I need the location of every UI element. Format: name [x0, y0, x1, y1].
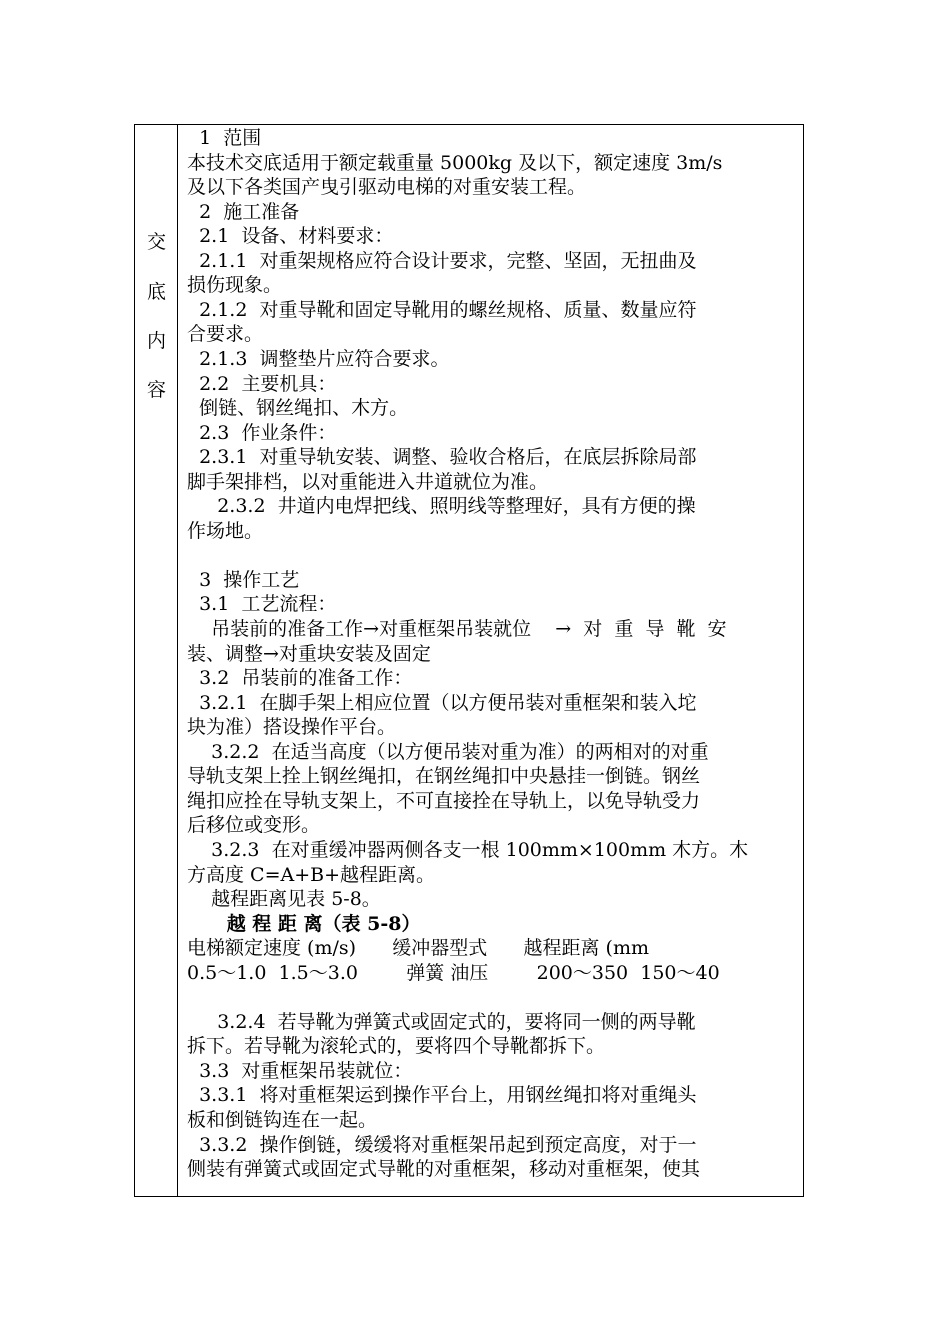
content-line: 损伤现象。: [187, 274, 283, 297]
content-line: 后移位或变形。: [187, 814, 321, 837]
content-line: 3 操作工艺: [187, 568, 300, 591]
content-line: 脚手架排档，以对重能进入井道就位为准。: [187, 470, 549, 493]
content-line: 3.2.2 在适当高度（以方便吊装对重为准）的两相对的对重: [187, 740, 709, 763]
content-line: 2.1.1 对重架规格应符合设计要求，完整、坚固，无扭曲及: [187, 249, 697, 272]
content-line: 3.2.4 若导靴为弹簧式或固定式的，要将同一侧的两导靴: [187, 1010, 696, 1033]
content-line: 2 施工准备: [187, 200, 300, 223]
side-label-char: 内: [146, 330, 166, 352]
table-caption: 越 程 距 离（表 5-8）: [187, 912, 421, 935]
content-line: 绳扣应拴在导轨支架上，不可直接拴在导轨上，以免导轨受力: [187, 789, 701, 812]
content-line: 3.3.2 操作倒链，缓缓将对重框架吊起到预定高度，对于一: [187, 1133, 697, 1156]
content-line: 3.2.1 在脚手架上相应位置（以方便吊装对重框架和装入坨: [187, 691, 697, 714]
content-line: 拆下。若导靴为滚轮式的，要将四个导靴都拆下。: [187, 1035, 606, 1058]
content-line: 2.1.2 对重导靴和固定导靴用的螺丝规格、质量、数量应符: [187, 298, 697, 321]
content-line: 本技术交底适用于额定载重量 5000kg 及以下，额定速度 3m/s: [187, 151, 723, 174]
content-line: 及以下各类国产曳引驱动电梯的对重安装工程。: [187, 176, 587, 199]
content-line: 电梯额定速度 (m/s) 缓冲器型式 越程距离 (mm: [187, 937, 649, 960]
content-line: 2.1 设备、材料要求：: [187, 225, 394, 248]
content-line: 3.1 工艺流程：: [187, 593, 337, 616]
content-line: 吊装前的准备工作→对重框架吊装就位 → 对 重 导 靴 安: [187, 618, 727, 640]
content-line: 侧装有弹簧式或固定式导靴的对重框架，移动对重框架，使其: [187, 1158, 701, 1181]
content-line: 导轨支架上拴上钢丝绳扣，在钢丝绳扣中央悬挂一倒链。钢丝: [187, 765, 701, 788]
side-label-char: 容: [146, 379, 166, 401]
side-label-char: 底: [146, 281, 166, 303]
content-line: 块为准）搭设操作平台。: [187, 716, 397, 739]
content-line: 越程距离见表 5-8。: [187, 888, 381, 911]
content-line: 方高度 C=A+B+越程距离。: [187, 863, 436, 886]
content-line: 3.3 对重框架吊装就位：: [187, 1059, 413, 1082]
content-line: 装、调整→对重块安装及固定: [187, 642, 431, 665]
content-line: 作场地。: [187, 519, 264, 542]
side-label-char: 交: [146, 231, 166, 253]
content-line: 2.2 主要机具：: [187, 372, 337, 395]
side-label-column: [135, 125, 178, 1196]
content-line: 合要求。: [187, 323, 264, 346]
content-line: 2.1.3 调整垫片应符合要求。: [187, 347, 450, 370]
document-table: [134, 124, 804, 1196]
content-line: 1 范围: [187, 127, 262, 149]
content-line: 2.3.2 井道内电焊把线、照明线等整理好，具有方便的操: [187, 495, 696, 518]
content-line: 倒链、钢丝绳扣、木方。: [187, 397, 409, 420]
content-line: 3.2 吊装前的准备工作：: [187, 667, 413, 690]
table-bottom-border: [134, 1196, 804, 1197]
content-line: 板和倒链钩连在一起。: [187, 1109, 378, 1131]
content-line: 0.5～1.0 1.5～3.0 弹簧 油压 200～350 150～40: [187, 961, 720, 984]
content-line: 2.3.1 对重导轨安装、调整、验收合格后，在底层拆除局部: [187, 446, 697, 469]
content-line: 3.2.3 在对重缓冲器两侧各支一根 100mm×100mm 木方。木: [187, 838, 749, 861]
content-line: 2.3 作业条件：: [187, 421, 337, 444]
content-line: 3.3.1 将对重框架运到操作平台上，用钢丝绳扣将对重绳头: [187, 1084, 697, 1107]
